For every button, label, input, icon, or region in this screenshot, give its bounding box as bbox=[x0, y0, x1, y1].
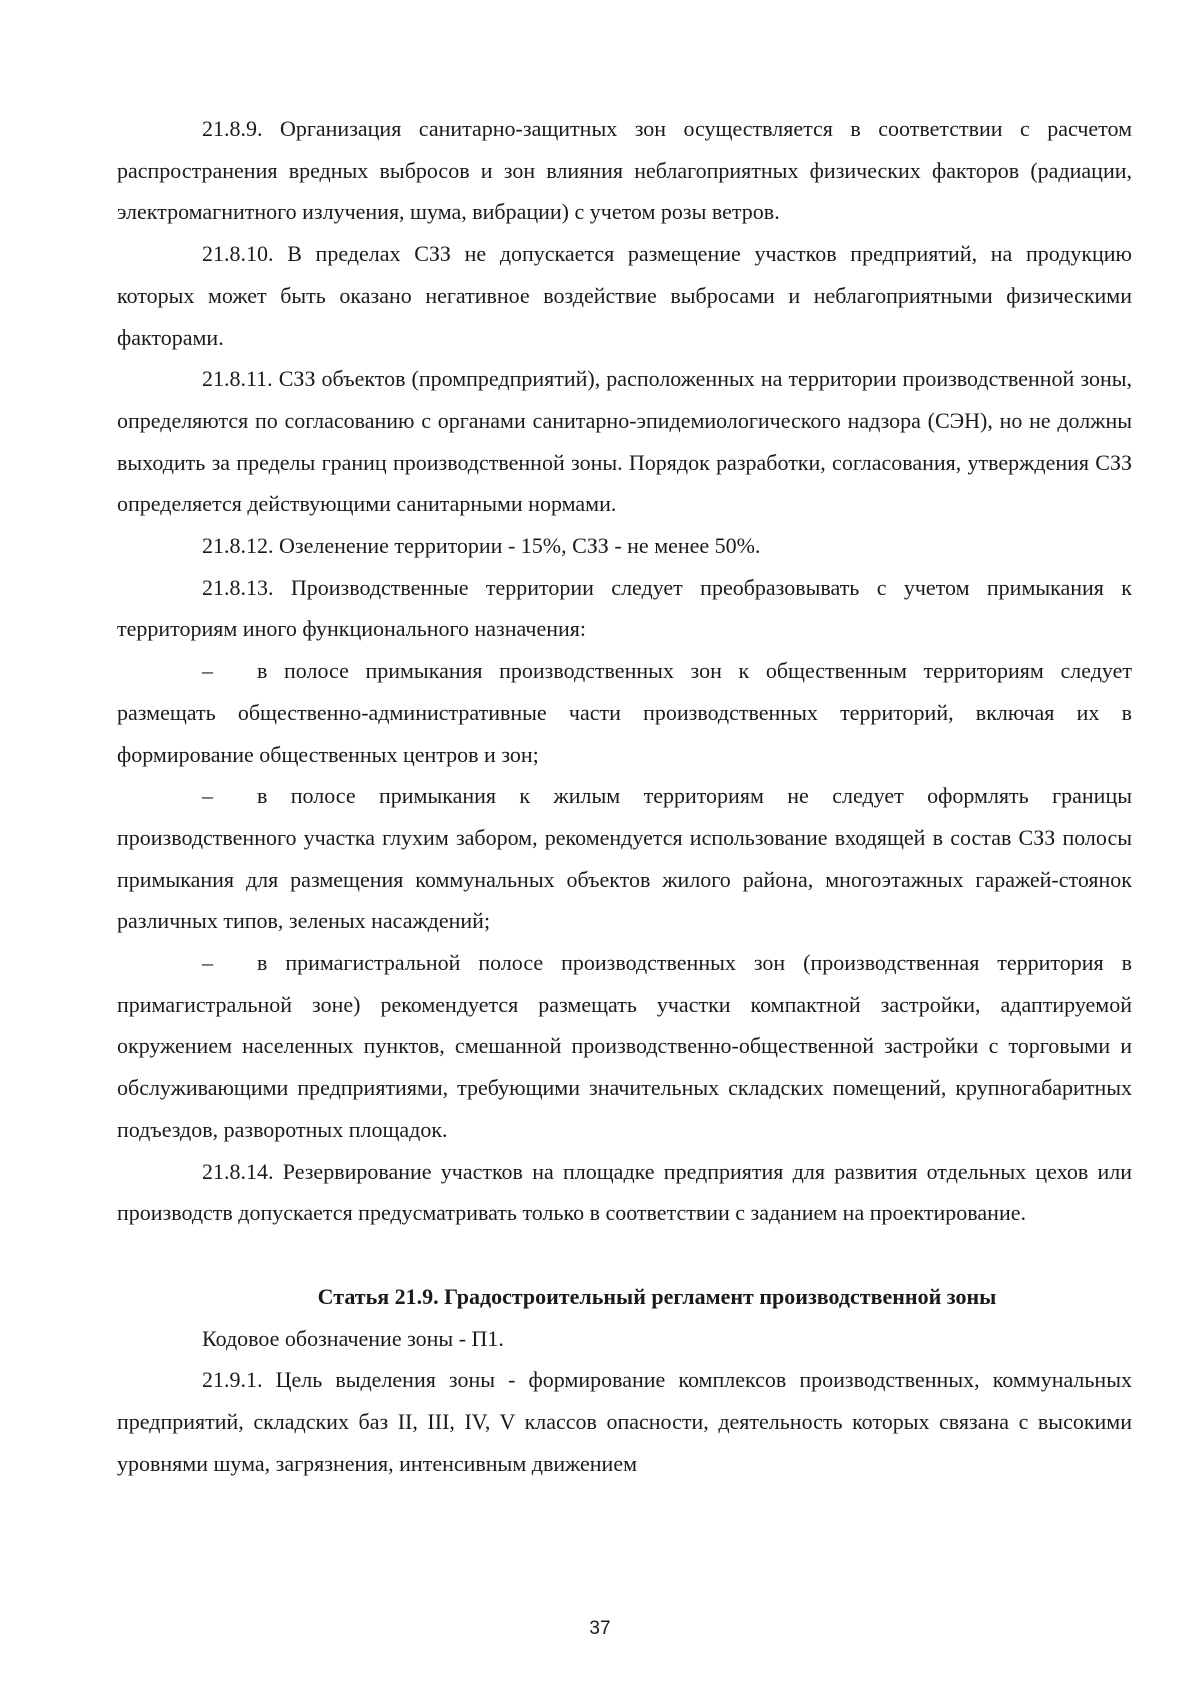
dash-marker: – bbox=[202, 658, 213, 684]
article-heading: Статья 21.9. Градостроительный регламент производственной зоны bbox=[317, 1283, 997, 1309]
bullet-text: в полосе примыкания производственных зон к общественным территориям следует размещать общественно-административные части производственных территорий, включая их в формирование общественных центров и зон; bbox=[117, 658, 1132, 767]
paragraph-21-8-13: 21.8.13. Производственные территории следует преобразовывать с учетом примыкания к территориям иного функционального назначения: bbox=[117, 574, 1132, 642]
page-number: 37 bbox=[589, 1618, 611, 1639]
paragraph-21-9-1: 21.9.1. Цель выделения зоны - формирование комплексов производственных, коммунальных предприятий, складских баз II, III, IV, V классов опасности, деятельность которых связана с высокими уровнями шума, загрязнения, интенсивным движением bbox=[117, 1367, 1132, 1476]
bullet-item bbox=[117, 650, 1132, 775]
paragraph-21-8-12: 21.8.12. Озеленение территории - 15%, СЗЗ - не менее 50%. bbox=[202, 533, 761, 559]
paragraph-21-8-11: 21.8.11. СЗЗ объектов (промпредприятий), расположенных на территории производственной зоны, определяются по согласованию с органами санитарно-эпидемиологического надзора (СЭН), но не должны выходить за пределы границ производственной зоны. Порядок разработки, согласования, утверждения СЗЗ определяется действующими санитарными нормами. bbox=[117, 366, 1132, 517]
bullet-text: в полосе примыкания к жилым территориям не следует оформлять границы производственного участка глухим забором, рекомендуется использование входящей в состав СЗЗ полосы примыкания для размещения коммунальных объектов жилого района, многоэтажных гаражей-стоянок различных типов, зеленых насаждений; bbox=[117, 783, 1132, 934]
bullet-text: в примагистральной полосе производственных зон (производственная территория в примагистральной зоне) рекомендуется размещать участки компактной застройки, адаптируемой окружением населенных пунктов, смешанной производственно-общественной застройки с торговыми и обслуживающими предприятиями, требующими значительных складских помещений, крупногабаритных подъездов, разворотных площадок. bbox=[117, 950, 1132, 1142]
zone-code-paragraph: Кодовое обозначение зоны - П1. bbox=[202, 1325, 504, 1351]
dash-marker: – bbox=[202, 950, 213, 976]
dash-marker: – bbox=[202, 783, 213, 809]
paragraph-21-8-14: 21.8.14. Резервирование участков на площадке предприятия для развития отдельных цехов или производств допускается предусматривать только в соответствии с заданием на проектирование. bbox=[117, 1158, 1132, 1226]
paragraph-21-8-10: 21.8.10. В пределах СЗЗ не допускается размещение участков предприятий, на продукцию которых может быть оказано негативное воздействие выбросами и неблагоприятными физическими факторами. bbox=[117, 241, 1132, 350]
document-page bbox=[117, 108, 1132, 1485]
paragraph-21-8-9: 21.8.9. Организация санитарно-защитных зон осуществляется в соответствии с расчетом распространения вредных выбросов и зон влияния неблагоприятных физических факторов (радиации, электромагнитного излучения, шума, вибрации) с учетом розы ветров. bbox=[117, 116, 1132, 225]
bullet-item bbox=[117, 775, 1132, 942]
bullet-item bbox=[117, 942, 1132, 1151]
